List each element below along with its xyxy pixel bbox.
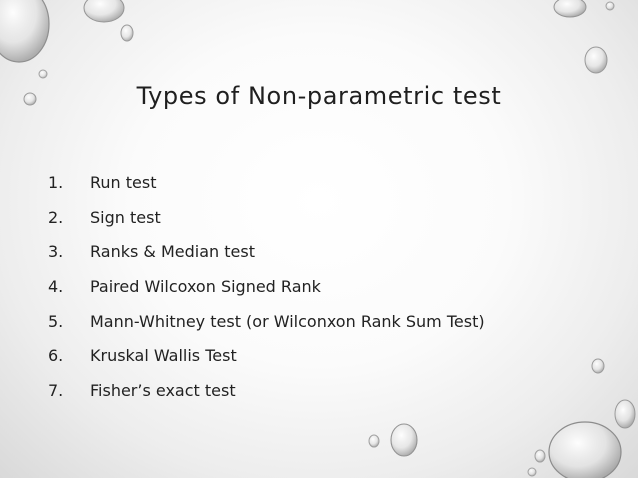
list-item [48, 242, 485, 277]
list-item-number: 2. [48, 207, 64, 227]
list-item [48, 277, 485, 312]
test-type-list [48, 173, 485, 416]
water-drop [549, 422, 621, 478]
list-item-number: 4. [48, 277, 64, 297]
list-item-text: Mann-Whitney test (or Wilconxon Rank Sum Test) [90, 311, 485, 331]
water-drop [592, 359, 604, 373]
water-drop [528, 468, 536, 476]
list-item-number: 7. [48, 381, 64, 401]
water-drop [585, 47, 607, 73]
list-item-text: Run test [90, 173, 157, 192]
water-drop [39, 70, 47, 78]
slide-title: Types of Non-parametric test [136, 82, 502, 110]
list-item-text: Paired Wilcoxon Signed Rank [90, 277, 321, 297]
list-item [48, 381, 485, 416]
water-drop [369, 435, 379, 447]
water-drop [121, 25, 133, 41]
list-item-number: 6. [48, 346, 64, 366]
list-item [48, 173, 485, 208]
list-item-number: 1. [48, 173, 64, 192]
water-drop [615, 400, 635, 428]
list-item [48, 312, 485, 347]
water-drop [535, 450, 545, 462]
water-drop [0, 0, 49, 62]
water-drop [606, 2, 614, 10]
list-item-text: Sign test [90, 207, 161, 227]
water-drop [391, 424, 417, 456]
list-item-text: Ranks & Median test [90, 242, 255, 262]
water-drop [554, 0, 586, 17]
list-item [48, 208, 485, 243]
water-drop [84, 0, 124, 22]
list-item-number: 5. [48, 311, 64, 331]
list-item-number: 3. [48, 242, 64, 262]
list-item [48, 346, 485, 381]
list-item-text: Kruskal Wallis Test [90, 346, 237, 366]
list-item-text: Fisher’s exact test [90, 381, 236, 401]
